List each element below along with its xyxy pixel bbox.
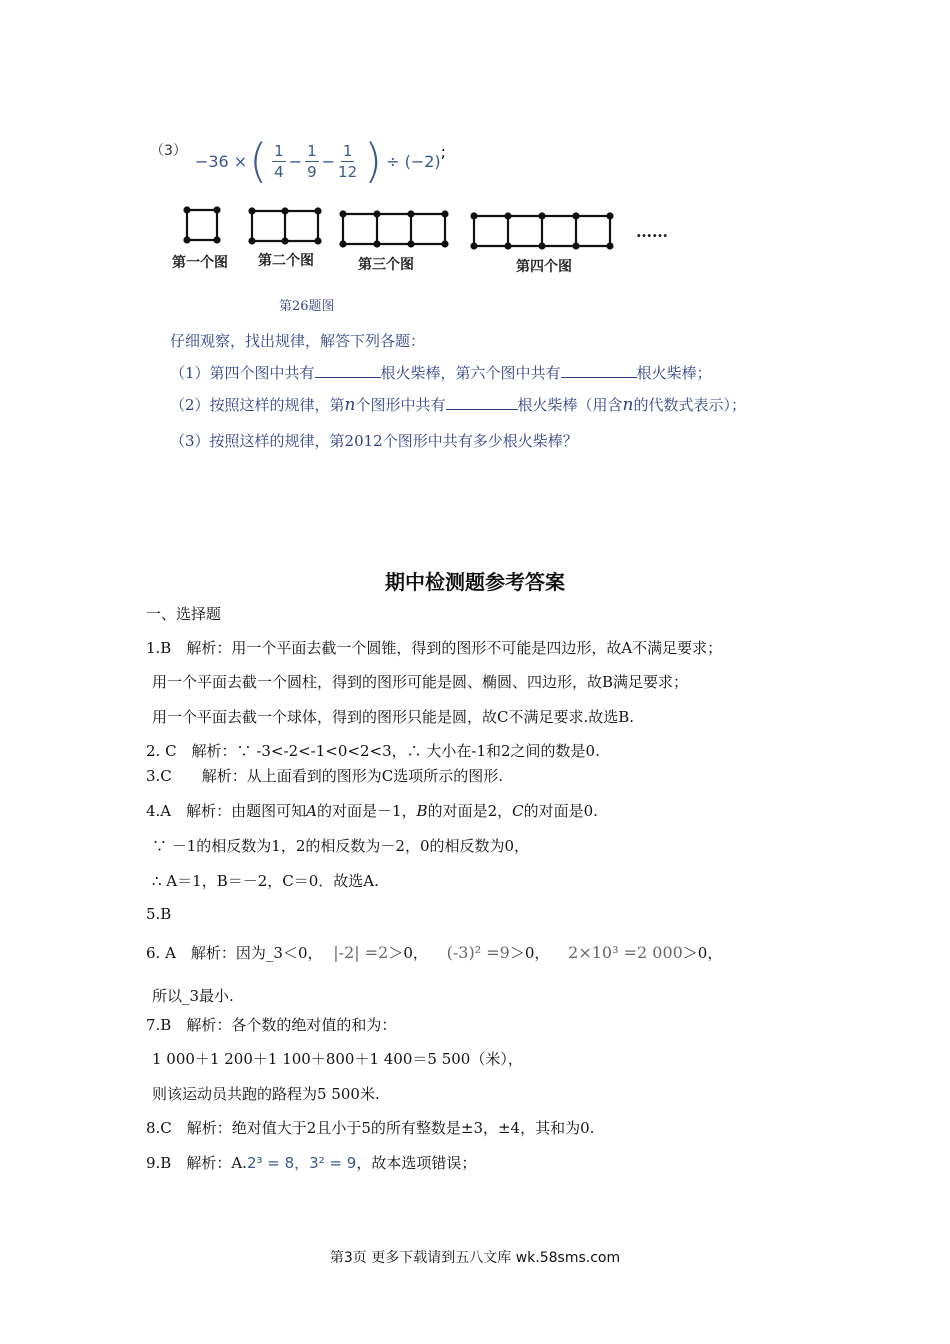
- figure-ellipsis: ……: [636, 222, 668, 241]
- answer-6-line-2: 所以_3最小.: [152, 987, 234, 1005]
- power-comparison-expr: 2³ = 8，3² = 9: [246, 1154, 357, 1172]
- figure-label-3: 第三个图: [358, 257, 414, 273]
- figure-label-4: 第四个图: [516, 259, 572, 275]
- q3-end: ;: [440, 142, 447, 161]
- answer-2: 2. C 解析：∵ -3<-2<-1<0<2<3，∴ 大小在-1和2之间的数是0.: [146, 742, 600, 760]
- answer-1-line-3: 用一个平面去截一个球体，得到的图形只能是圆，故C不满足要求.故选B.: [152, 708, 635, 726]
- answer-4: 4.A 解析：由题图可知A的对面是－1，B的对面是2，C的对面是0.: [146, 802, 598, 820]
- abs-neg2-expr: |-2| =2: [333, 943, 389, 962]
- fraction-1-9: $\frac{1}{9}$: [307, 141, 317, 181]
- answer-4-line-3: ∴ A＝1，B＝－2，C＝0．故选A.: [152, 872, 379, 890]
- answer-blank[interactable]: [446, 395, 518, 410]
- left-paren: (: [249, 134, 268, 188]
- figure-label-1: 第一个图: [172, 255, 228, 271]
- section-heading: 一、选择题: [146, 605, 222, 623]
- matchstick-figure: [170, 200, 710, 280]
- question-3-expression: （3） −36 × ( $\frac{1}{4}$ − $\frac{1}{9}$ − $\frac{1}{12}$ ) ÷ (−2) ;: [150, 134, 447, 188]
- answers-title: 期中检测题参考答案: [385, 570, 565, 594]
- answer-4-line-2: ∵ －1的相反数为1，2的相反数为－2，0的相反数为0，: [152, 837, 530, 855]
- q26-intro: 仔细观察，找出规律，解答下列各题：: [170, 332, 426, 350]
- fraction-1-12: $\frac{1}{12}$: [338, 141, 358, 181]
- figure-4-squares: [472, 214, 613, 249]
- answer-6: 6. A 解析：因为_3＜0， |-2| =2＞0， (-3)² =9＞0， 2×10³ =2 000＞0，: [146, 943, 723, 962]
- answer-8: 8.C 解析：绝对值大于2且小于5的所有整数是±3，±4，其和为0.: [146, 1119, 595, 1137]
- q26-part-2: （2）按照这样的规律，第n个图形中共有 根火柴棒（用含n的代数式表示）；: [170, 395, 746, 415]
- page-footer: 第3页 更多下载请到五八文库 wk.58sms.com: [329, 1250, 621, 1266]
- q3-lead: −36 ×: [194, 151, 248, 171]
- right-paren: ): [364, 134, 383, 188]
- answer-1-line-2: 用一个平面去截一个圆柱，得到的图形可能是圆、椭圆、四边形，故B满足要求；: [152, 673, 689, 691]
- figure-2-squares: [250, 209, 321, 244]
- figure-label-2: 第二个图: [258, 253, 314, 269]
- sci-notation-expr: 2×10³ =2 000: [568, 943, 683, 962]
- q26-part-1: （1）第四个图中共有 根火柴棒，第六个图中共有 根火柴棒；: [170, 364, 712, 382]
- figure-1-squares: [185, 208, 220, 243]
- answer-3: 3.C 解析：从上面看到的图形为C选项所示的图形.: [146, 767, 504, 785]
- answer-blank[interactable]: [561, 363, 637, 378]
- answer-9: 9.B 解析：A.2³ = 8，3² = 9，故本选项错误；: [146, 1154, 477, 1172]
- answer-1: 1.B 解析：用一个平面去截一个圆锥，得到的图形不可能是四边形，故A不满足要求；: [146, 639, 723, 657]
- answer-5: 5.B: [146, 905, 172, 923]
- neg3-squared-expr: (-3)² =9: [446, 943, 510, 962]
- answer-blank[interactable]: [315, 363, 381, 378]
- fraction-1-4: $\frac{1}{4}$: [274, 141, 284, 181]
- answer-7-line-3: 则该运动员共跑的路程为5 500米.: [152, 1085, 380, 1103]
- q26-part-3: （3）按照这样的规律，第2012个图形中共有多少根火柴棒？: [170, 432, 578, 450]
- q3-label: （3）: [150, 143, 187, 159]
- figure-3-squares: [341, 212, 448, 247]
- answer-7-line-2: 1 000＋1 200＋1 100＋800＋1 400＝5 500（米），: [152, 1050, 523, 1068]
- answer-7: 7.B 解析：各个数的绝对值的和为：: [146, 1016, 397, 1034]
- q3-tail: ÷ (−2): [386, 151, 441, 171]
- figure-caption: 第26题图: [279, 299, 335, 314]
